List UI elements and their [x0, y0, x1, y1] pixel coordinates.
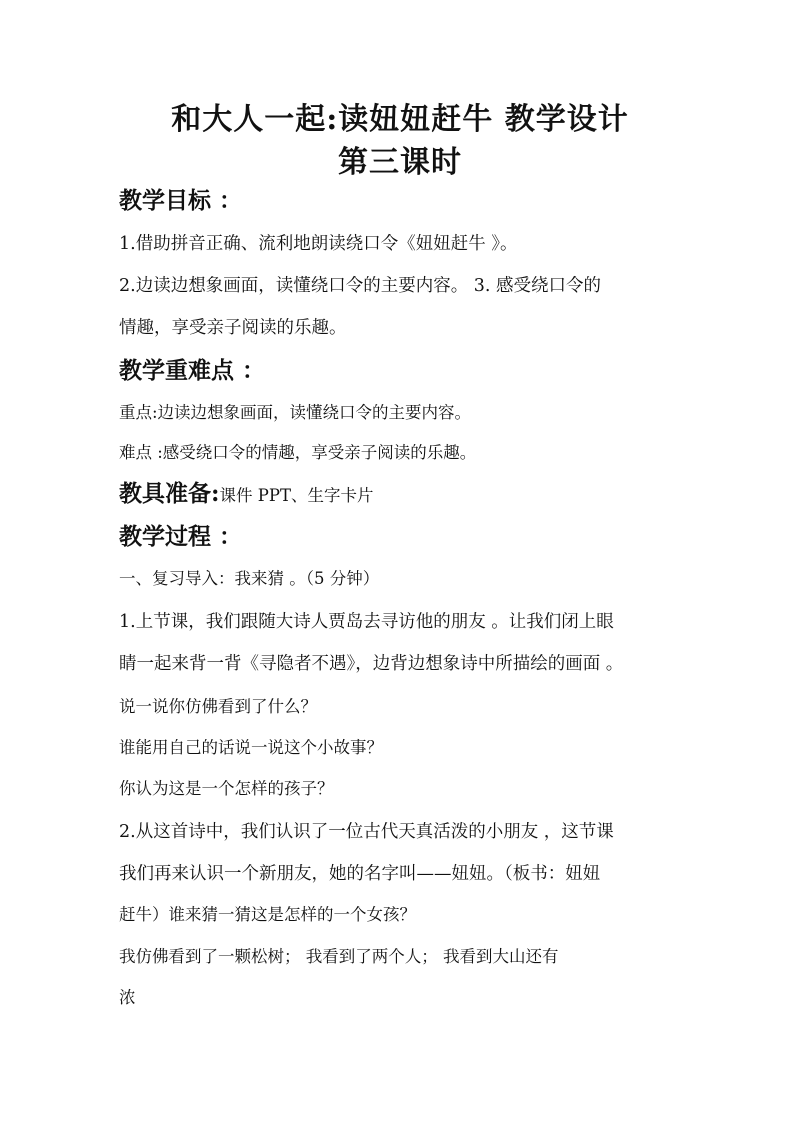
- key-point-line: 重点:边读边想象画面，读懂绕口令的主要内容。: [119, 403, 472, 422]
- materials-heading: 教具准备:: [119, 480, 220, 507]
- document-subtitle: 第三课时: [338, 145, 462, 180]
- objectives-line-1: 1.借助拼音正确、流利地朗读绕口令《妞妞赶牛 》。: [119, 234, 518, 254]
- objectives-heading: 教学目标 ：: [119, 187, 243, 214]
- process-line: 我仿佛看到了一颗松树； 我看到了两个人； 我看到大山还有: [119, 947, 559, 966]
- process-line: 浓: [119, 988, 136, 1007]
- process-line: 你认为这是一个怎样的孩子？: [119, 779, 334, 798]
- key-points-heading: 教学重难点 ：: [119, 357, 266, 384]
- process-line: 说一说你仿佛看到了什么？: [119, 697, 317, 716]
- process-line: 2.从这首诗中，我们认识了一位古代天真活泼的小朋友 ，这节课: [119, 822, 614, 842]
- materials-line: [119, 479, 373, 511]
- process-line: 我们再来认识一个新朋友，她的名字叫——妞妞。（板书：妞妞: [119, 864, 601, 884]
- objectives-line-2: 2.边读边想象画面，读懂绕口令的主要内容。 3. 感受绕口令的: [119, 276, 602, 296]
- process-line: 赶牛）谁来猜一猜这是怎样的一个女孩？: [119, 905, 416, 924]
- process-line: 睛一起来背一背《寻隐者不遇》，边背边想象诗中所描绘的画面 。: [119, 654, 624, 674]
- process-line: 一、复习导入：我来猜 。（5 分钟）: [119, 569, 380, 588]
- process-line: 谁能用自己的话说一说这个小故事？: [119, 738, 383, 757]
- process-heading: 教学过程 ：: [119, 523, 243, 550]
- materials-text: 课件 PPT、生字卡片: [219, 486, 374, 505]
- objectives-line-3: 情趣，享受亲子阅读的乐趣。: [119, 318, 347, 338]
- difficulty-line: 难点 :感受绕口令的情趣，享受亲子阅读的乐趣。: [119, 443, 477, 462]
- document-title: 和大人一起:读妞妞赶牛 教学设计: [171, 102, 629, 137]
- process-line: 1.上节课，我们跟随大诗人贾岛去寻访他的朋友 。让我们闭上眼: [119, 612, 614, 632]
